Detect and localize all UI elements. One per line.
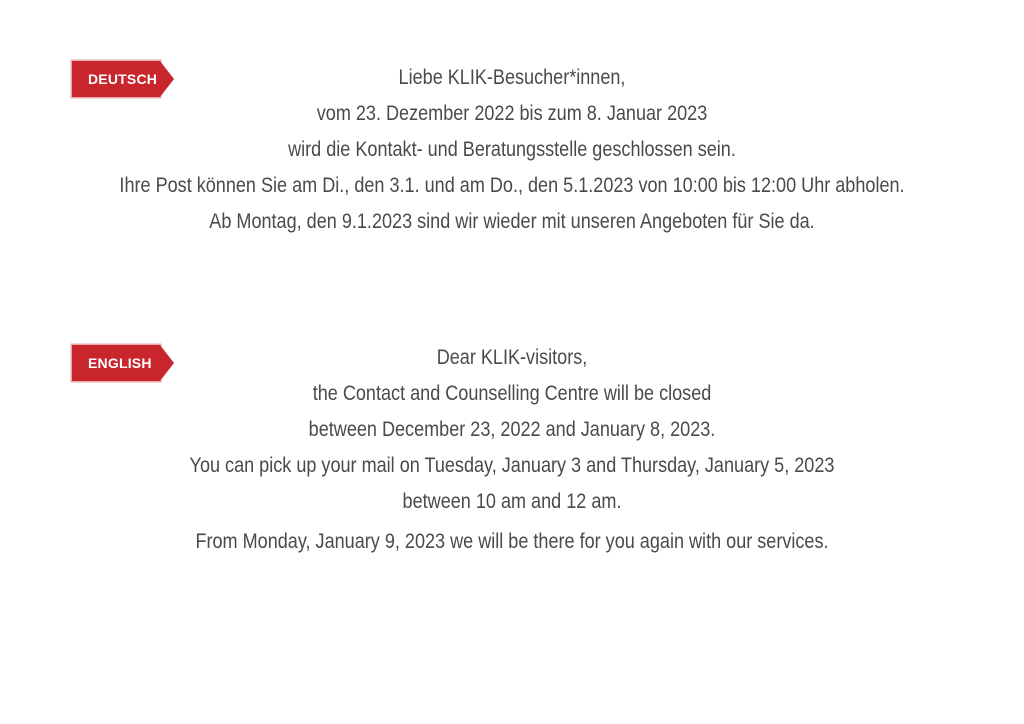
german-section xyxy=(0,60,1024,240)
english-pickup-hours: between 10 am and 12 am. xyxy=(402,490,622,513)
german-reopening: Ab Montag, den 9.1.2023 sind wir wieder mit unseren Angeboten für Sie da. xyxy=(209,210,815,233)
english-closure-statement: the Contact and Counselling Centre will be closed xyxy=(312,382,712,405)
english-greeting: Dear KLIK-visitors, xyxy=(436,346,588,369)
german-notice-text xyxy=(0,60,1024,240)
language-tag-english-label: ENGLISH xyxy=(72,345,160,381)
english-section xyxy=(0,340,1024,560)
german-closure-statement: wird die Kontakt- und Beratungsstelle geschlossen sein. xyxy=(288,138,736,161)
english-notice-text xyxy=(0,340,1024,560)
german-greeting: Liebe KLIK-Besucher*innen, xyxy=(398,66,626,89)
english-reopening: From Monday, January 9, 2023 we will be there for you again with our services. xyxy=(195,530,829,553)
english-mail-pickup: You can pick up your mail on Tuesday, January 3 and Thursday, January 5, 2023 xyxy=(189,454,835,477)
language-tag-german-label: DEUTSCH xyxy=(72,61,160,97)
german-mail-pickup: Ihre Post können Sie am Di., den 3.1. und am Do., den 5.1.2023 von 10:00 bis 12:00 Uhr abholen. xyxy=(119,174,905,197)
english-closure-dates: between December 23, 2022 and January 8, 2023. xyxy=(308,418,716,441)
german-closure-dates: vom 23. Dezember 2022 bis zum 8. Januar 2023 xyxy=(316,102,708,125)
